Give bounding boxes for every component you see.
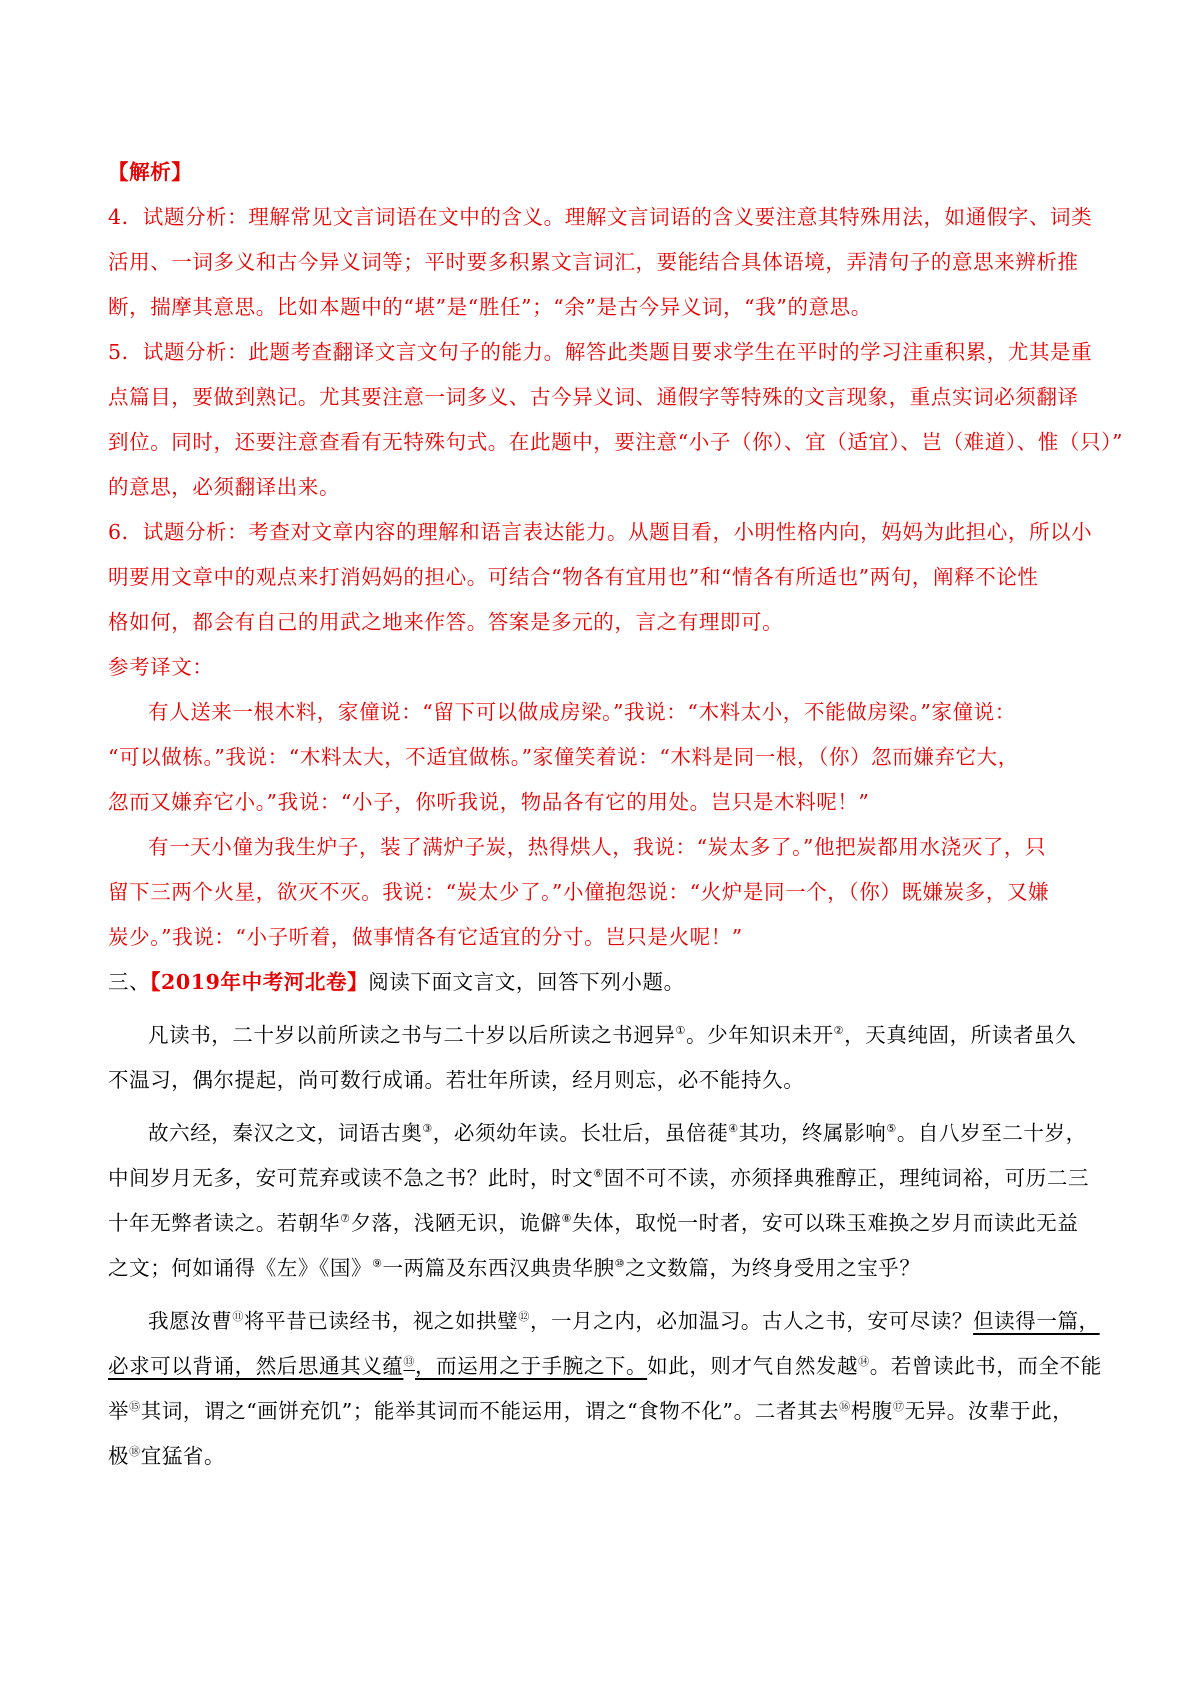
passage-text: ，必须幼年读。长壮后，虽倍蓰: [432, 1121, 729, 1145]
passage-line: [108, 1246, 1105, 1291]
translation-line: “可以做栋。”我说：“木料太大，不适宜做栋。”家僮笑着说：“木料是同一根，（你）忽而嫌弃它大，: [108, 745, 1019, 769]
passage-text: 举: [108, 1399, 130, 1423]
underlined-sentence: 必求可以背诵，然后思通其义蕴: [108, 1354, 404, 1378]
passage-line: [108, 1299, 1105, 1344]
passage-text: 十年无弊者读之。若朝华: [108, 1211, 341, 1235]
analysis-q4-line: 断，揣摩其意思。比如本题中的“堪”是“胜任”；“余”是古今异义词，“我”的意思。: [108, 295, 872, 319]
footnote-ref: ⑱: [129, 1445, 141, 1459]
footnote-ref: ⑥: [593, 1167, 604, 1181]
translation-line: 炭少。”我说：“小子听着，做事情各有它适宜的分寸。岂只是火呢！”: [108, 925, 743, 949]
passage-text: 固不可不读，亦须择典雅醇正，理纯词裕，可历二三: [603, 1166, 1090, 1190]
passage-text: ，天真纯固，所读者虽久: [844, 1023, 1077, 1047]
passage-line: [108, 1156, 1105, 1201]
footnote-ref: ⑤: [886, 1122, 897, 1136]
passage-line: [108, 1201, 1105, 1246]
translation-paragraph-1: [108, 690, 1105, 825]
footnote-ref: ①: [675, 1024, 686, 1038]
section-3-instruction: 阅读下面文言文，回答下列小题。: [368, 970, 685, 994]
underlined-sentence: 但读得一篇，: [973, 1309, 1100, 1333]
footnote-ref: ③: [422, 1122, 433, 1136]
passage-text: 极: [108, 1444, 130, 1468]
passage-text: 之文数篇，为终身受用之宝乎？: [625, 1256, 921, 1280]
passage-line: [108, 1111, 1105, 1156]
footnote-ref: ④: [728, 1122, 739, 1136]
analysis-q5-line: 到位。同时，还要注意查看有无特殊句式。在此题中，要注意“小子（你）、宜（适宜）、岂（难道）、惟（只）”: [108, 430, 1124, 454]
footnote-ref: ⑪: [232, 1310, 245, 1324]
passage-text: 夕落，浅陋无识，诡僻: [350, 1211, 562, 1235]
analysis-heading: 【解析】: [108, 160, 193, 184]
passage-line: [108, 1013, 1105, 1058]
analysis-q4: [108, 195, 1105, 330]
section-3-header: [108, 960, 1105, 1005]
section-3-source: 【2019年中考河北卷】: [150, 970, 369, 994]
passage-paragraph-3: [108, 1299, 1105, 1479]
analysis-q4-line: 活用、一词多义和古今异义词等；平时要多积累文言词汇，要能结合具体语境，弄清句子的意思来辨析推: [108, 250, 1079, 274]
footnote-ref: ⑨: [372, 1257, 383, 1271]
footnote-ref: ⑮: [129, 1400, 141, 1414]
footnote-ref: ⑫: [518, 1310, 530, 1324]
passage-paragraph-2: [108, 1111, 1105, 1291]
footnote-ref: ⑯: [839, 1400, 851, 1414]
passage-text: 凡读书，二十岁以前所读之书与二十岁以后所读之书迥异: [148, 1023, 676, 1047]
passage-text: 其词，谓之“画饼充饥”；能举其词而不能运用，谓之“食物不化”。二者其去: [140, 1399, 840, 1423]
analysis-q4-line: 4．试题分析：理解常见文言词语在文中的含义。理解文言词语的含义要注意其特殊用法，如通假字、词类: [108, 205, 1093, 229]
passage-line: [108, 1344, 1105, 1389]
passage-text: 之文；何如诵得《左》《国》: [108, 1256, 373, 1280]
analysis-q5-line: 点篇目，要做到熟记。尤其要注意一词多义、古今异义词、通假字等特殊的文言现象，重点实词必须翻译: [108, 385, 1079, 409]
passage-line: [108, 1434, 1105, 1479]
analysis-q6: [108, 510, 1105, 645]
footnote-ref: ②: [833, 1024, 845, 1038]
passage-text: 枵腹: [850, 1399, 893, 1423]
footnote-ref: ⑬: [403, 1355, 416, 1369]
passage-text: 失体，取悦一时者，安可以珠玉难换之岁月而读此无益: [572, 1211, 1079, 1235]
passage-text: 无异。汝辈于此，: [904, 1399, 1074, 1423]
passage-paragraph-1: [108, 1013, 1105, 1103]
footnote-ref: ⑭: [858, 1355, 870, 1369]
passage-line: 不温习，偶尔提起，尚可数行成诵。若壮年所读，经月则忘，必不能持久。: [108, 1068, 805, 1092]
passage-text: 中间岁月无多，安可荒弃或读不急之书？此时，时文: [108, 1166, 594, 1190]
passage-text: 我愿汝曹: [148, 1309, 233, 1333]
section-3-prefix: 三、: [108, 970, 151, 994]
footnote-ref: ⑰: [892, 1400, 905, 1414]
analysis-q5-line: 的意思，必须翻译出来。: [108, 475, 341, 499]
translation-label: 参考译文：: [108, 655, 214, 679]
passage-text: 一两篇及东西汉典贵华腴: [382, 1256, 615, 1280]
passage-text: 。少年知识未开: [685, 1023, 834, 1047]
footnote-ref: ⑩: [614, 1257, 626, 1271]
passage-text: 将平昔已读经书，视之如拱璧: [244, 1309, 519, 1333]
passage-text: 宜猛省。: [140, 1444, 226, 1468]
passage-text: 。若曾读此书，而全不能: [869, 1354, 1102, 1378]
analysis-q6-line: 明要用文章中的观点来打消妈妈的担心。可结合“物各有宜用也”和“情各有所适也”两句，阐释不论性: [108, 565, 1039, 589]
translation-line: 有一天小僮为我生炉子，装了满炉子炭，热得烘人，我说：“炭太多了。”他把炭都用水浇灭了，只: [148, 835, 1047, 859]
underlined-sentence: ，而运用之于手腕之下。: [415, 1354, 648, 1378]
translation-line: 有人送来一根木料，家僮说：“留下可以做成房梁。”我说：“木料太小，不能做房梁。”家僮说：: [148, 700, 1016, 724]
analysis-q6-line: 6．试题分析：考查对文章内容的理解和语言表达能力。从题目看，小明性格内向，妈妈为此担心，所以小: [108, 520, 1093, 544]
analysis-q6-line: 格如何，都会有自己的用武之地来作答。答案是多元的，言之有理即可。: [108, 610, 784, 634]
passage-text: 如此，则才气自然发越: [647, 1354, 859, 1378]
translation-line: 留下三两个火星，欲灭不灭。我说：“炭太少了。”小僮抱怨说：“火炉是同一个，（你）既嫌炭多，又嫌: [108, 880, 1050, 904]
passage-line: [108, 1389, 1105, 1434]
translation-paragraph-2: [108, 825, 1105, 960]
passage-text: 其功，终属影响: [738, 1121, 887, 1145]
passage-text: 故六经，秦汉之文，词语古奥: [148, 1121, 423, 1145]
analysis-q5: [108, 330, 1124, 510]
passage-text: ，一月之内，必加温习。古人之书，安可尽读？: [529, 1309, 974, 1333]
analysis-q5-line: 5．试题分析：此题考查翻译文言文句子的能力。解答此类题目要求学生在平时的学习注重积累，尤其是重: [108, 340, 1093, 364]
translation-line: 忽而又嫌弃它小。”我说：“小子，你听我说，物品各有它的用处。岂只是木料呢！”: [108, 790, 870, 814]
footnote-ref: ⑧: [561, 1212, 573, 1226]
footnote-ref: ⑦: [340, 1212, 351, 1226]
passage-text: 。自八岁至二十岁，: [896, 1121, 1087, 1145]
